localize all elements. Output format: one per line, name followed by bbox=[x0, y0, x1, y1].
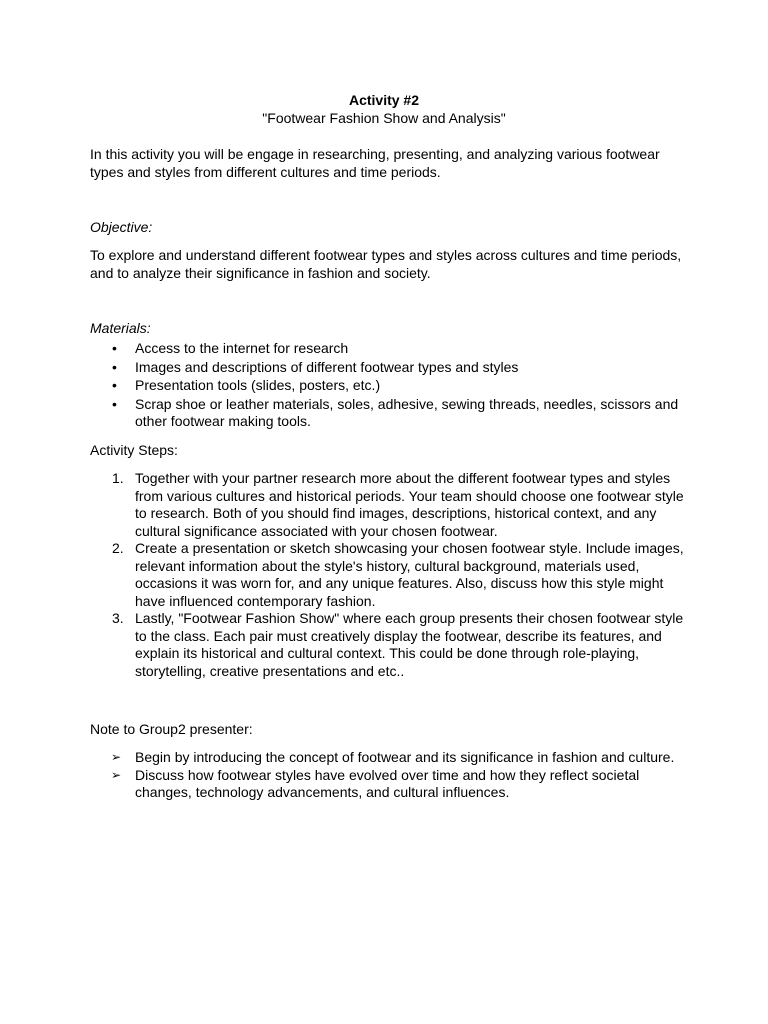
steps-list bbox=[90, 470, 690, 680]
list-item: • Scrap shoe or leather materials, soles, adhesive, sewing threads, needles, scissors and other footwear making tools. bbox=[112, 395, 679, 429]
steps-heading: Activity Steps: bbox=[90, 442, 178, 458]
materials-heading: Materials: bbox=[90, 320, 151, 336]
step-item: 1. Together with your partner research more about the different footwear types and styles from various cultures and historical periods. Your team should choose one footwear style to research. Both of you should find images, descriptions, historical context, and any cultural significance associated with your chosen footwear. bbox=[112, 470, 684, 539]
objective-text: To explore and understand different footwear types and styles across cultures and time periods, and to analyze their significance in fashion and society. bbox=[90, 247, 682, 281]
arrow-bullet-icon: ➢ bbox=[111, 767, 122, 782]
list-item: • Presentation tools (slides, posters, etc.) bbox=[112, 377, 381, 393]
step-item: 2. Create a presentation or sketch showcasing your chosen footwear style. Include images, relevant information about the style's history, cultural background, materials used, occasions it was worn for, and any unique features. Also, discuss how this style might have influenced contemporary fashion. bbox=[112, 540, 684, 609]
note-list bbox=[90, 749, 690, 802]
step-number: 1. bbox=[112, 470, 124, 486]
note-heading: Note to Group2 presenter: bbox=[90, 721, 253, 737]
materials-list bbox=[90, 340, 690, 431]
list-item: ➢ Begin by introducing the concept of footwear and its significance in fashion and culture. bbox=[111, 749, 675, 765]
bullet-icon: • bbox=[112, 395, 117, 412]
list-item: • Access to the internet for research bbox=[112, 340, 349, 356]
step-number: 2. bbox=[112, 540, 124, 556]
list-item: ➢ Discuss how footwear styles have evolved over time and how they reflect societal changes, technology advancements, and cultural influences. bbox=[111, 766, 640, 800]
list-item: • Images and descriptions of different footwear types and styles bbox=[112, 358, 519, 375]
bullet-icon: • bbox=[112, 340, 117, 356]
step-item: 3. Lastly, "Footwear Fashion Show" where each group presents their chosen footwear style to the class. Each pair must creatively display the footwear, describe its features, and explain its historical and cultural context. This could be done through role-playing, storytelling, creative presentations and etc.. bbox=[112, 610, 684, 679]
bullet-icon: • bbox=[112, 358, 117, 375]
arrow-bullet-icon: ➢ bbox=[111, 750, 122, 764]
bullet-icon: • bbox=[112, 377, 117, 393]
intro-paragraph: In this activity you will be engage in researching, presenting, and analyzing various footwear types and styles from different cultures and time periods. bbox=[90, 146, 660, 180]
activity-subtitle: "Footwear Fashion Show and Analysis" bbox=[262, 110, 506, 126]
activity-title: Activity #2 bbox=[348, 92, 420, 108]
objective-heading: Objective: bbox=[90, 219, 153, 235]
step-number: 3. bbox=[112, 610, 124, 626]
